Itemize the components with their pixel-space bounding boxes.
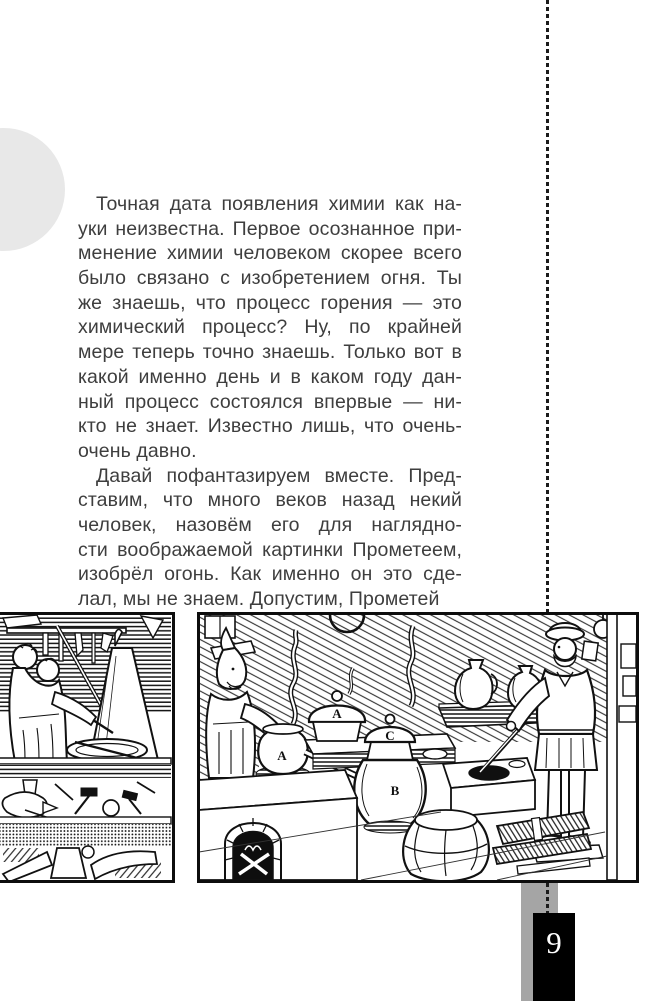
text-line: ставим, что много веков назад некий — [78, 489, 462, 512]
alchemy-lab-engraving-image — [197, 612, 639, 883]
text-line: химический процесс? Ну, по крайней — [78, 316, 462, 339]
text-line: какой именно день и в каком году дан- — [78, 365, 462, 388]
body-text — [78, 192, 462, 612]
paragraph-2 — [78, 464, 462, 612]
text-line: мере теперь точно знаешь. Только вот в — [78, 341, 462, 364]
dashed-cut-line-top — [546, 0, 549, 612]
tub — [403, 810, 489, 881]
text-line: Точная дата появления химии как на- — [96, 193, 462, 215]
text-line: уки неизвестна. Первое осознанное при- — [78, 217, 462, 240]
lower-bench — [0, 817, 171, 846]
text-line: Давай пофантазируем вместе. Пред- — [96, 464, 462, 487]
workshop-engraving-image — [0, 612, 175, 883]
text-line: же знаешь, что процесс горения — это — [78, 291, 462, 314]
label-c-lid: C — [385, 728, 395, 743]
label-a-dome: A — [332, 706, 342, 721]
page-number-box — [533, 913, 575, 1001]
dashed-cut-line-bottom — [546, 883, 549, 913]
text-line: человек, назовём его для наглядно- — [78, 513, 462, 536]
text-line: менение химии человеком скорее всего — [78, 242, 462, 265]
text-line: лал, мы не знаем. Допустим, Прометей — [78, 588, 440, 610]
page-number: 9 — [546, 925, 562, 960]
left-table-and-furnace — [199, 770, 357, 880]
text-line: ный процесс состоялся впервые — ни- — [78, 390, 462, 413]
text-line: было связано с изобретением огня. Ты — [78, 267, 462, 290]
text-line: изобрёл огонь. Как именно он это сде- — [78, 563, 462, 586]
text-line: очень давно. — [78, 439, 197, 462]
text-line: кто не знает. Известно лишь, что очень- — [78, 415, 462, 438]
margin-circle-decoration — [0, 128, 65, 251]
paragraph-1 — [78, 192, 462, 464]
label-b-vessel: B — [390, 783, 400, 798]
label-a-pot: A — [277, 748, 287, 763]
text-line: сти воображаемой картинки Прометеем, — [78, 538, 462, 561]
